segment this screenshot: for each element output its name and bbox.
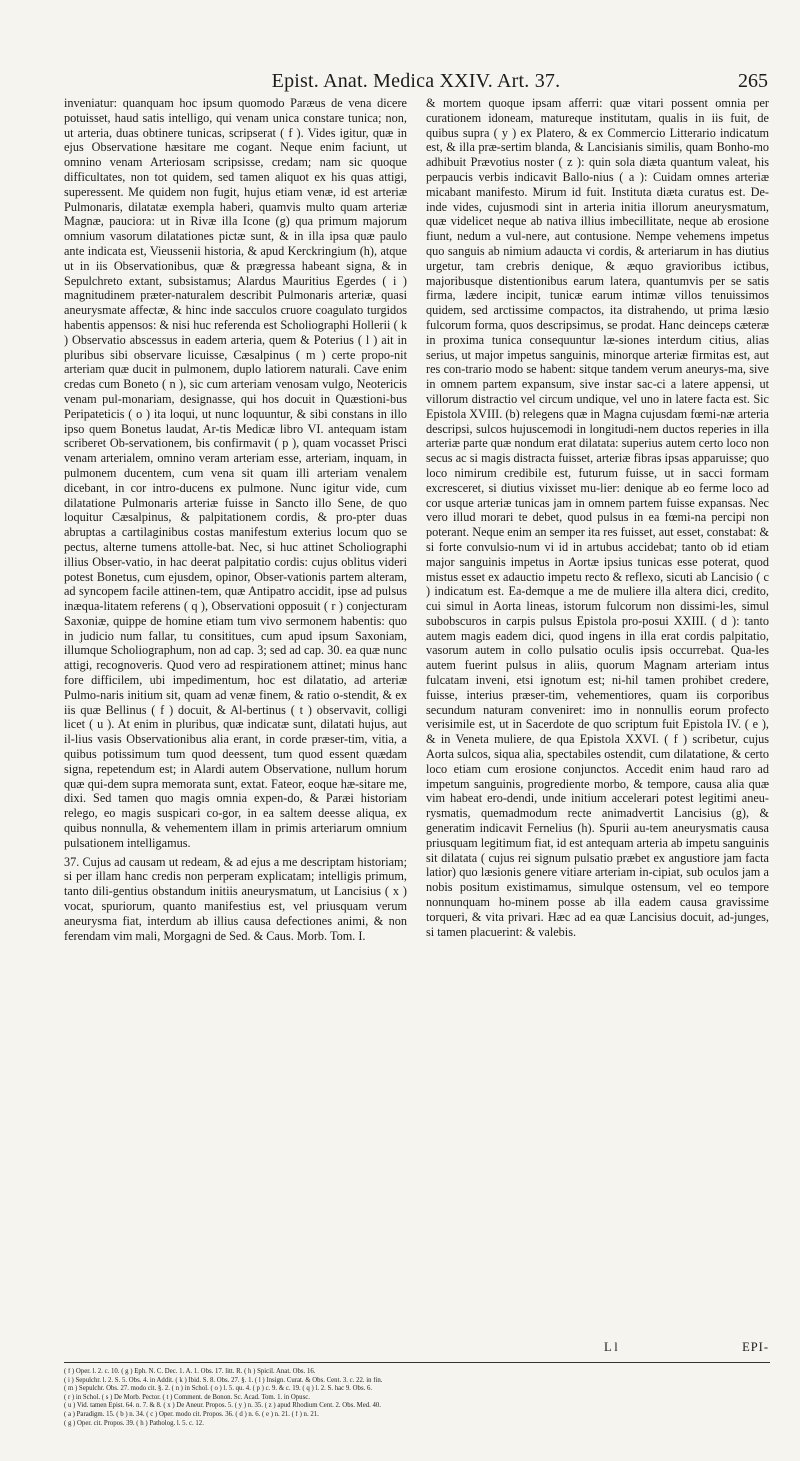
left-text-column bbox=[64, 96, 407, 1354]
footnote-line: ( g ) Oper. cit. Propos. 39. ( h ) Patholog. l. 5. c. 12. bbox=[64, 1419, 204, 1427]
catchword: EPI- bbox=[742, 1340, 769, 1354]
footnote-line: ( u ) Vid. tamen Epist. 64. n. 7. & 8. ( x ) De Aneur. Propos. 5. ( y ) n. 35. ( z ) apud Rhodium Cent. 2. Obs. Med. 40. bbox=[64, 1402, 382, 1410]
footnote-line: ( r ) in Schol. ( s ) De Morb. Pector. ( t ) Comment. de Bonon. Sc. Acad. Tom. 1. in Opusc. bbox=[64, 1393, 310, 1401]
right-text-column bbox=[426, 96, 769, 1354]
footnote-line: ( i ) Sepulchr. l. 2. S. 5. Obs. 4. in Addit. ( k ) Ibid. S. 8. Obs. 27. §. 1. ( l ) Insign. Curat. & Obs. Cent. 3. c. 22. in fin. bbox=[64, 1376, 383, 1384]
footnote-line: ( a ) Paradigm. 15. ( b ) n. 34. ( c ) Oper. modo cit. Propos. 36. ( d ) n. 6. ( e ) n. 21. ( f ) n. 21. bbox=[64, 1410, 319, 1418]
paragraph: 37. Cujus ad causam ut redeam, & ad ejus a me descriptam historiam; si per illam hanc credis non perperam explicatam; intelligis primum, tanto dili-gentius obstandum initiis aneurysmatum, ut Lancisius ( x ) vocat, spuriorum, quanto manifestius est, vel priusquam verum aneurysma fiat, interdum ab illius causa defectiones animi, & non ferendam vim mali, Morgagni de Sed. & Caus. Morb. Tom. I. bbox=[64, 854, 407, 943]
page-number: 265 bbox=[738, 70, 768, 92]
page-header bbox=[64, 70, 768, 98]
footnotes bbox=[64, 1368, 770, 1428]
page-foot-marks bbox=[426, 1340, 769, 1358]
footnote-line: ( m ) Sepulchr. Obs. 27. modo cit. §. 2. ( n ) in Schol. ( o ) l. 5. qu. 4. ( p ) c. 9. & c. 19. ( q ) l. 2. S. hac 9. Obs. 6. bbox=[64, 1385, 373, 1393]
running-title: Epist. Anat. Medica XXIV. Art. 37. bbox=[271, 70, 561, 92]
paragraph: inveniatur: quanquam hoc ipsum quomodo Paræus de vena dicere potuisset, haud satis intelligo, qui venam unica constare tunica; non, ut arteria, duas obtinere tunicas, scripserat ( f ). Vides igitur, quæ in ejus Observatione hæsitare me cogant. Neque enim faciunt, ut omnino venam Arteriosam scripsisse, credam; nam sic quoque difficultates, non tot quidem, sed tamen aliquot ex his quas attigi, superessent. Me quidem non fugit, hujus etiam venæ, id est arteriæ Pulmonaris, dilatatæ exempla haberi, quamvis multo quam arteriæ Magnæ, pauciora: ut in Rivæ illa Icone (g) qua primum majorum omnium vasorum dilatationes pictæ sunt, & in illa ipsa quæ paulo ante indicata est, Vieussenii historia, & apud Kerckringium (h), atque ut in iis Observationibus, quæ & prægressa habeant signa, & in Sepulchreto extant, subsistamus; Alardus Mauritius Egerdes ( i ) magnitudinem præter-naturalem describit Pulmonaris arteriæ, quasi aneurysmate affectæ, & hinc inde sacculos cruore coagulato turgidos habentis appensos: & nisi huc referenda est Scholiographi Hollerii ( k ) Observatio abscessus in eadem arteria, quem & Poterius ( l ) ait in pluribus sibi observare licuisse, Cæsalpinus ( m ) certe propo-nit arteriam quæ ducit in pulmonem, duplo latiorem naturali. Cave enim credas cum Boneto ( n ), sic cum arteriam venosam vulgo, Neotericis venam pul-monariam, designasse, qui hos docuit in Quæstioni-bus Peripateticis ( o ) ita loqui, ut nunc loquuntur, & sibi constans in illo ipso quem Bonetus laudat, Ar-tis Medicæ libro VI. antequam istam scriberet Ob-servationem, bis confirmavit ( p ), quam vocasset Prisci venam arterialem, omnino veram arteriam esse, arteriam, inquam, in pulmonem ducentem, cum vena sit quam illi arteriam venalem dicebant, in cor intro-ducens ex pulmone. Nunc igitur vide, cum dilatatione Pulmonaris arteriæ fuisse in Sancto illo Sene, de quo loquitur Cæsalpinus, & palpitationem cordis, & pro-pter duas abruptas a cartilaginibus costas manifestum exterius locum quo se pectus, alterne tumens attolle-bat. Nec, si huc attinet Scholiographi illius Obser-vatio, in hac deerat palpitatio cordis: cujus oblitus videri potest Bonetus, cum ejusdem, opinor, Obser-vationis partem alteram, ad syncopem facile attinen-tem, quæ Antipatro accidit, ipse ad pulsus inæqua-litatem referens ( q ), Observationi opposuit ( r ) conjecturam Saxoniæ, quippe de homine etiam tum vivo sermonem habentis: quo in judicio num fallar, tu consititues, cum apud ipsum Saxoniam, illumque Scholiographum, non ad cap. 3; sed ad cap. 30. ea quæ nunc attigi, recognoveris. Quod vero ad respirationem attinet; minus hanc fore difficilem, ubi impedimentum, hoc est dilatatio, ad arteriæ Pulmo-naris initium sit, quam ad venæ finem, & ratio o-stendit, & ex iis quæ Bellinus ( f ) docuit, & Al-bertinus ( t ) observavit, colligi licet ( u ). At enim in pluribus, quæ indicatæ sunt, dilatati hujus, aut il-lius vasis Observationibus alia erant, in corde præser-tim, vitia, a quibus potissimum tum quod deessent, tum quod essent quædam signa, repetendum est; in Alardi autem Observatione, nullum horum quæ qui-dem supra memorata sunt, extat. Fateor, eoque hæ-sitare me, dixi. Sed tamen quo magis omnia expen-do, & Paræi historiam relego, eo magis suspicari co-gor, in ea saltem deesse aliqua, ex quibus nonnulla, & vehementem illam in primis arteriarum omnium pulsationem intelligamus. bbox=[64, 96, 407, 850]
footnote-line: ( f ) Oper. l. 2. c. 10. ( g ) Eph. N. C. Dec. 1. A. 1. Obs. 17. litt. R. ( h ) Spicil. Anat. Obs. 16. bbox=[64, 1368, 316, 1375]
signature-mark: L l bbox=[604, 1340, 618, 1354]
paragraph: & mortem quoque ipsam afferri: quæ vitari possent omnia per curationem idoneam, matureque institutam, qualis in iis fuit, de quibus supra ( y ) ex Platero, & ex Commercio Litterario indicatum est, & illa præ-sertim blanda, & Lancisianis similis, quam Bonho-mo adhibuit Prævotius noster ( z ): quin sola diæta quantum valeat, his perpaucis verbis indicavit Ballo-nius ( a ): Cuidam omnes arteriæ micabant manifesto. Mirum id fuit. Instituta diæta curatus est. De-inde vides, cujusmodi sint in arteria initia illorum aneurysmatum, quæ videlicet neque ab nativa illius imbecillitate, neque ab erosione fiunt, nedum a vul-nere, aut contusione. Nempe vehemens impetus quo sanguis ab nimium adaucta vi cordis, & arteriarum in has diutius urgetur, tam crebris denique, & æquo gravioribus ictibus, majoribusque distentionibus earum latera, quantumvis per se satis firma, lædere incipit, tunicæ earum intimæ villos tenuissimos quidem, sed arctissime compactos, ita distrahendo, ut prima læsio fulcorum forma, quos descripsimus, se prodat. Hanc deinceps cæteræ in proxima tunica consequuntur læ-siones interdum citius, alias serius, ut major impetus sanguinis, minorque arteriæ firmitas est, aut res con-trario modo se habent: sitque tandem verum aneurys-ma, sive in omnem partem expansum, sive instar sac-ci a latere appensi, ut villorum distractio vel circum undique, vel uno in latere facta est. Sic Epistola XVIII. (b) relegens quæ in Magna cujusdam fœmi-næ arteria descripsi, sulcos hujuscemodi in longitudi-nem ductos reperies in illa arteriæ parte quæ nondum erat dilatata: superius autem certo loco non secus ac si magis distracta fuisset, arteriæ fibras ipsas apparuisse; quo loco nimirum credibile est, futurum fuisse, ut in sacci formam excresceret, si diutius vixisset mu-lier: denique ab eo ferme loco ad cor usque arteriæ tunicas jam in omnem partem fuisse expansas. Nec vero illud morari te debet, quod pulsus in ea fœmi-na percipi non poterant. Neque enim an semper ita res fuisset, aut esset, constabat: & si forte convulsio-num vi id in artubus accidebat; tanto ob id etiam major sanguinis impetus in Aortæ ipsius tunicas esse poterat, quod mistus esset ex adauctio impetu recto & reflexo, sicuti ab Lancisio ( c ) indicatum est. Ea-demque a me de muliere illa altera dici, credito, cui simul in Aorta lineas, istorum fulcorum non dissimi-les, simul subobscuros in carpis pulsus Epistola pro-posui XXIII. ( d ): tanto autem magis eadem dici, quod ingens in illa erat cordis palpitatio, vasorum autem in collo pulsatio oculis ipsis occurrebat. Qua-les autem fuerint pulsus in aliis, quorum Magnam arteriam intus fulcatam inveni, etsi ignotum est; ni-hil tamen prohibet credere, fuisse, interius præser-tim, vehementiores, quam iis corporibus secundum naturam conveniret: imo in nonnullis eorum profecto verisimile est, ut in Sacerdote de quo scriptum fuit Epistola IV. ( e ), & in Veneta muliere, de qua Epistola XXVI. ( f ) scribetur, cujus Aorta sulcos, siqua alia, spectabiles ostendit, cum dilatatione, & certo loco etiam cum erosione conjunctos. Accedit enim haud raro ad impetum sanguinis, progrediente morbo, & tempore, causa alia quæ vim habeat ero-dendi, unde initium accelerari potest legitimi aneu-rysmatis, quemadmodum recte animadvertit Lancisius (g), & generatim indicavit Fernelius (h). Spurii au-tem aneurysmatis causa priusquam legitimum fiat, id est antequam arteria ab impetu sanguinis sit dilatata ( cujus rei signum pulsatio præbet ex angustiore jam facta latior) quo læsionis genere vitiare arteriam in-cipiat, sub oculos jam a nobis positum existimamus, simulque ostensum, vel eo tempore nonnunquam ho-minem posse ab illa eadem causa gravissime torqueri, & vita privari. Hæc ad ea quæ Lancisius docuit, ad-junges, si tamen placuerint: & valebis. bbox=[426, 96, 769, 939]
footnote-rule bbox=[64, 1362, 770, 1363]
